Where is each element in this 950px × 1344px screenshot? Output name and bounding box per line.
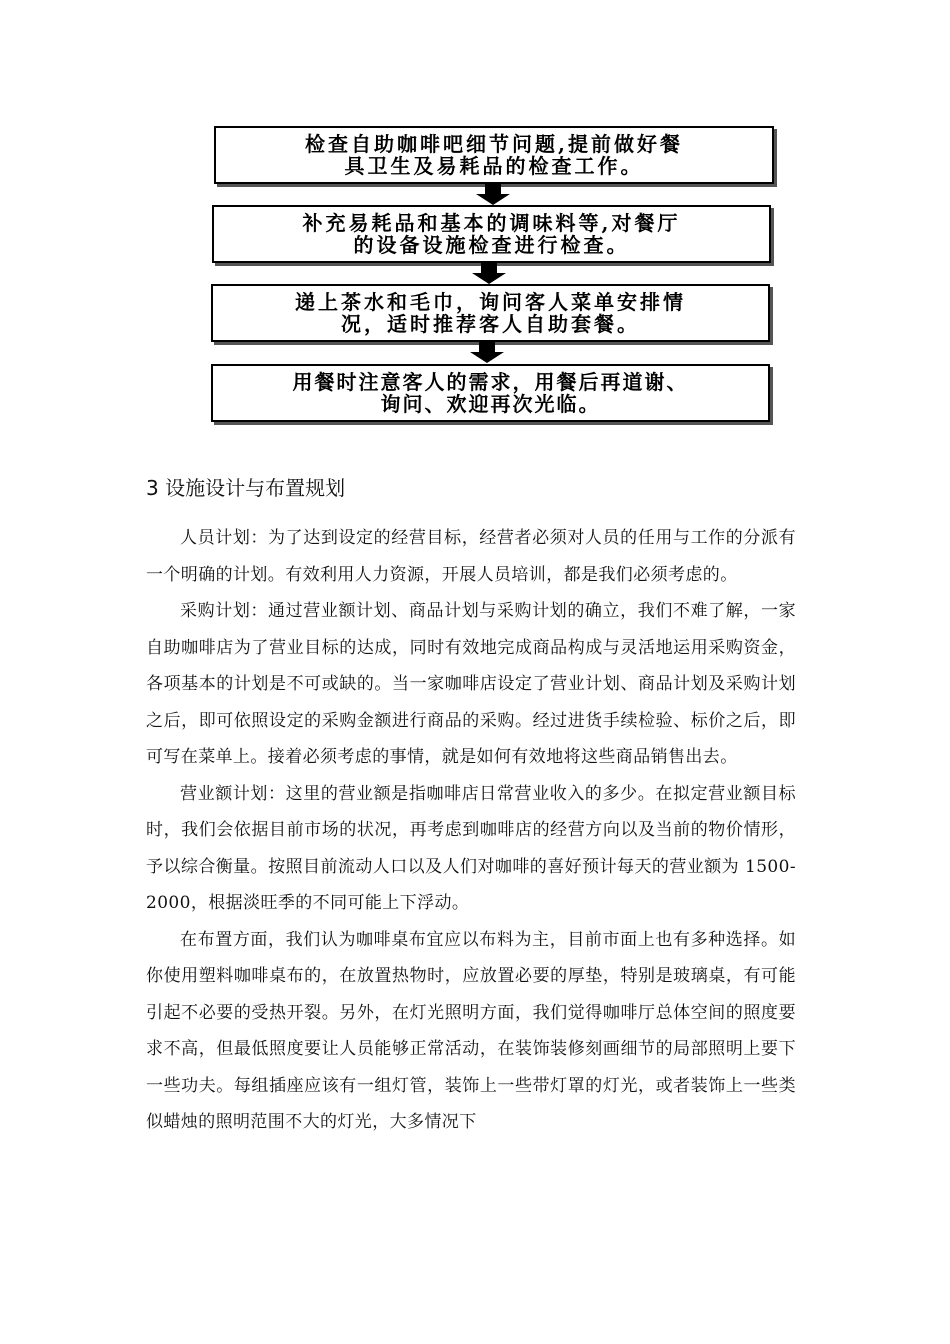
paragraph-purchase-plan: 采购计划：通过营业额计划、商品计划与采购计划的确立，我们不难了解，一家自助咖啡店为了营业目标的达成，同时有效地完成商品构成与灵活地运用采购资金，各项基本的计划是不可或缺的。当一家咖啡店设定了营业计划、商品计划及采购计划之后，即可依照设定的采购金额进行商品的采购。经过进货手续检验、标价之后，即可写在菜单上。接着必须考虑的事情，就是如何有效地将这些商品销售出去。	[146, 601, 796, 767]
section-body	[146, 520, 796, 1141]
section-heading: 3 设施设计与布置规划	[146, 476, 346, 500]
step-3-line-2: 况，适时推荐客人自助套餐。	[341, 312, 640, 336]
step-2-line-2: 的设备设施检查进行检查。	[353, 233, 630, 257]
flowchart-step-1	[214, 126, 774, 184]
flowchart-step-3	[211, 284, 770, 342]
flowchart-step-4	[211, 364, 770, 422]
step-4-line-1: 用餐时注意客人的需求，用餐后再道谢、	[292, 370, 689, 394]
step-2-line-1: 补充易耗品和基本的调味料等,对餐厅	[302, 211, 681, 235]
step-4-line-2: 询问、欢迎再次光临。	[380, 392, 601, 416]
down-arrow-icon	[472, 263, 506, 285]
paragraph-layout: 在布置方面，我们认为咖啡桌布宜应以布料为主，目前市面上也有多种选择。如你使用塑料咖啡桌布的，在放置热物时，应放置必要的厚垫，特别是玻璃桌，有可能引起不必要的受热开裂。另外，在灯光照明方面，我们觉得咖啡厅总体空间的照度要求不高，但最低照度要让人员能够正常活动，在装饰装修刻画细节的局部照明上要下一些功夫。每组插座应该有一组灯管，装饰上一些带灯罩的灯光，或者装饰上一些类似蜡烛的照明范围不大的灯光，大多情况下	[146, 929, 796, 1132]
step-1-line-2: 具卫生及易耗品的检查工作。	[344, 154, 644, 178]
down-arrow-icon	[470, 342, 504, 364]
paragraph-staff-plan: 人员计划：为了达到设定的经营目标，经营者必须对人员的任用与工作的分派有一个明确的计划。有效利用人力资源，开展人员培训，都是我们必须考虑的。	[146, 528, 796, 585]
flowchart-step-2	[212, 205, 771, 263]
step-1-line-1: 检查自助咖啡吧细节问题,提前做好餐	[305, 132, 683, 156]
down-arrow-icon	[476, 184, 510, 206]
paragraph-revenue-plan: 营业额计划：这里的营业额是指咖啡店日常营业收入的多少。在拟定营业额目标时，我们会依据目前市场的状况，再考虑到咖啡店的经营方向以及当前的物价情形，予以综合衡量。按照目前流动人口以及人们对咖啡的喜好预计每天的营业额为 1500-2000，根据淡旺季的不同可能上下浮动。	[146, 783, 796, 913]
step-3-line-1: 递上茶水和毛巾，询问客人菜单安排情	[295, 290, 686, 314]
